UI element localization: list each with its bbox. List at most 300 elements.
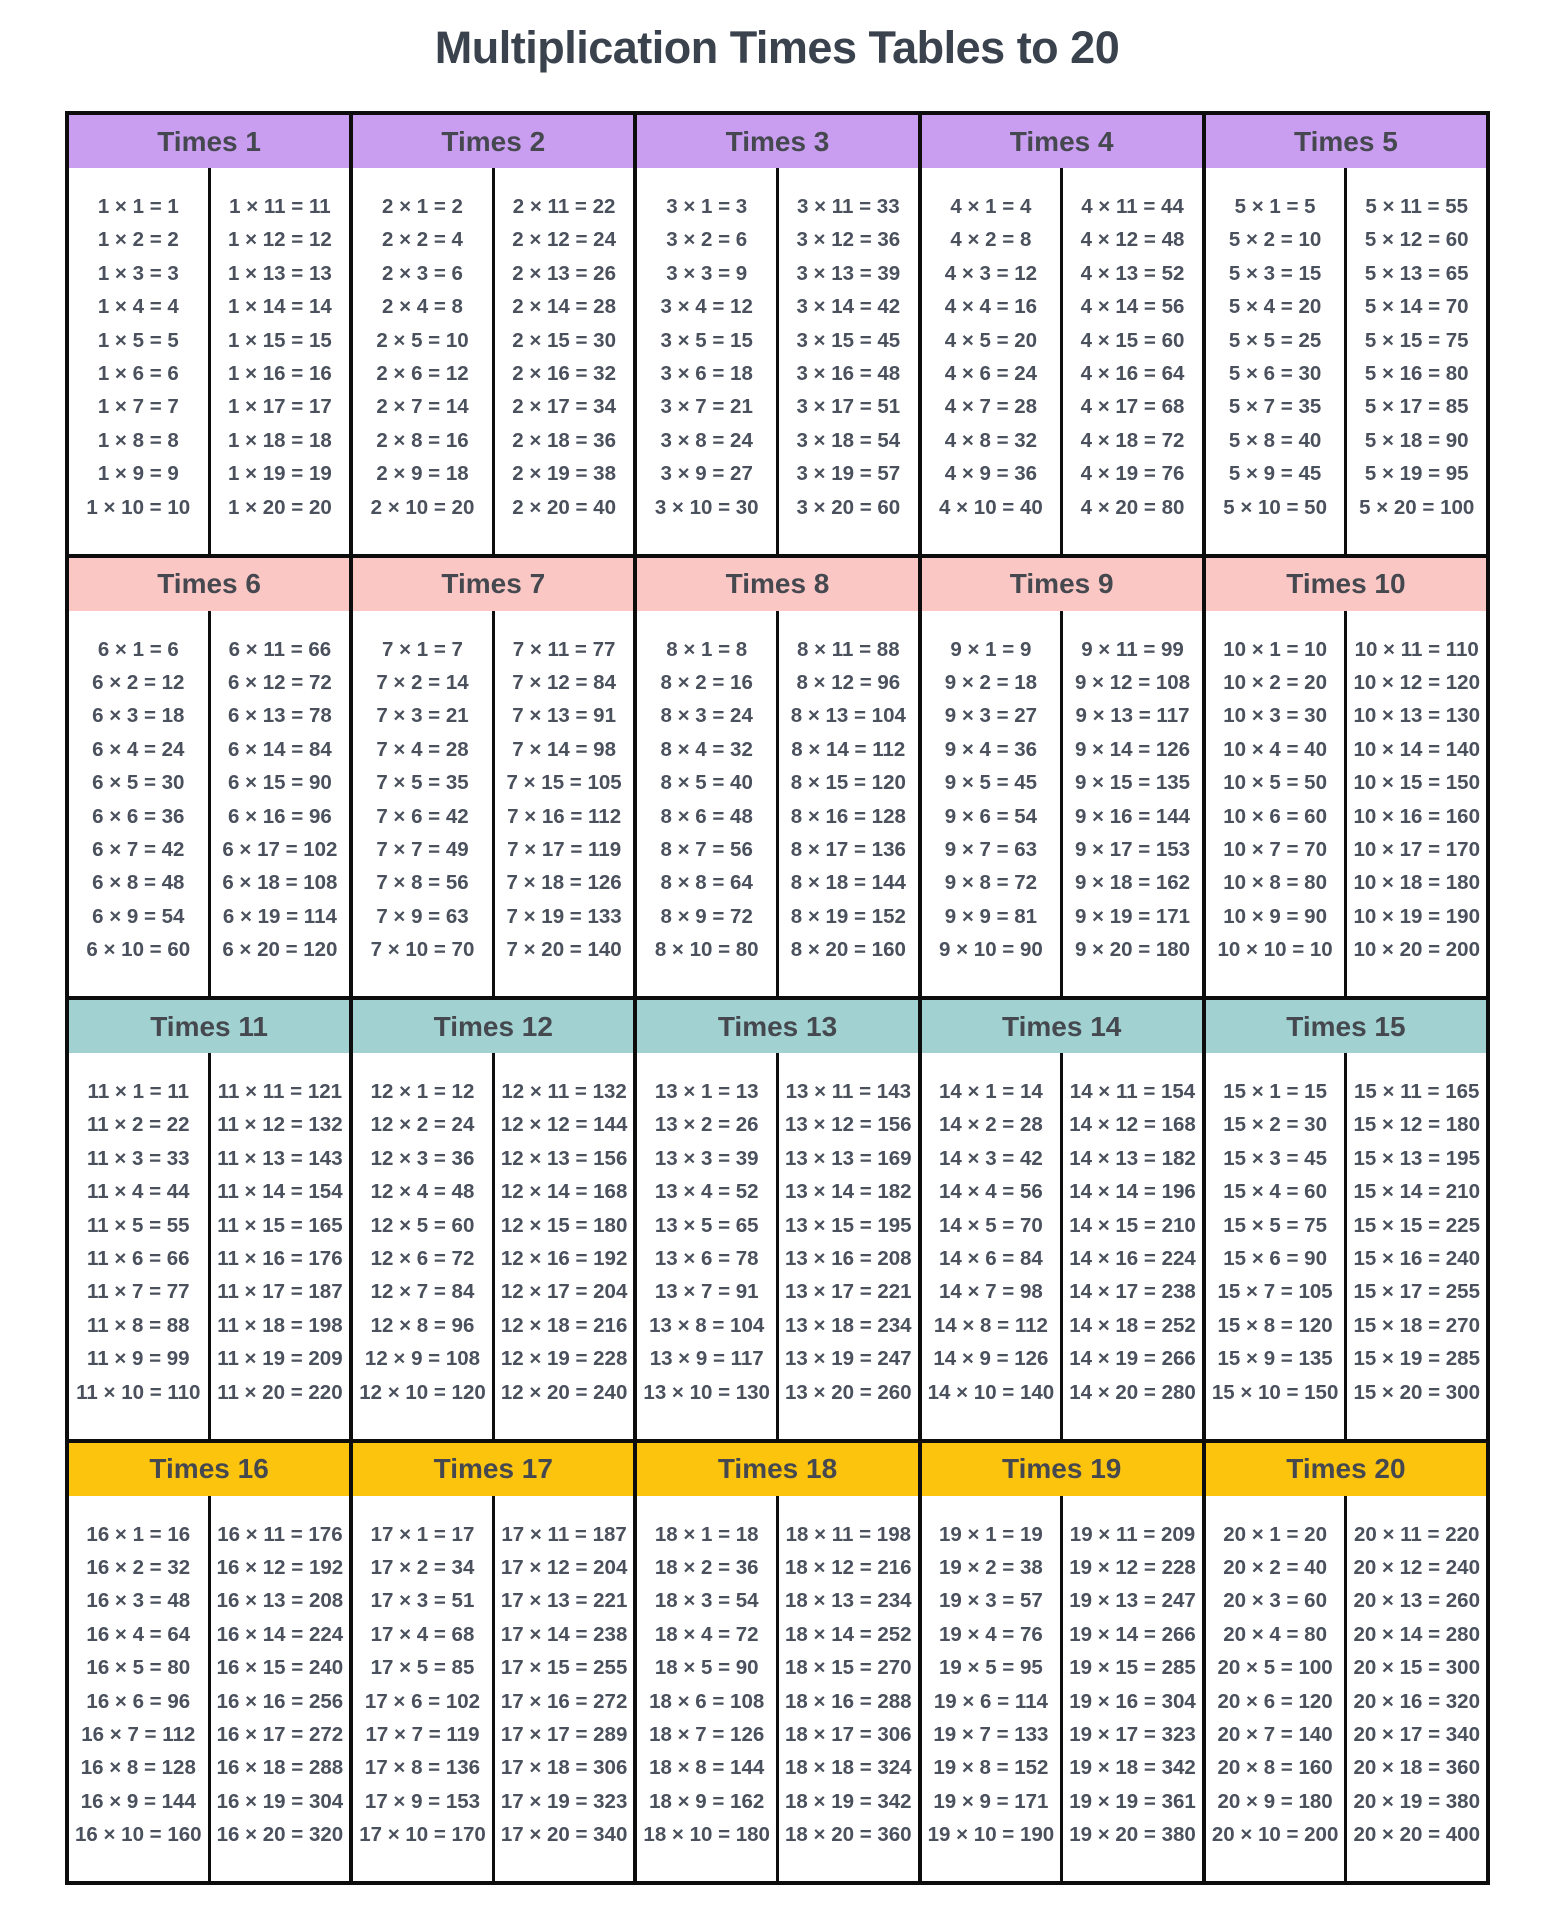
equation: 9 × 7 = 63 xyxy=(944,837,1038,861)
equation: 11 × 4 = 44 xyxy=(86,1180,190,1204)
equation: 12 × 7 = 84 xyxy=(370,1280,475,1304)
equation: 20 × 5 = 100 xyxy=(1217,1656,1333,1680)
equation: 4 × 9 = 36 xyxy=(944,462,1038,486)
table-header: Times 10 xyxy=(1206,558,1486,611)
equation: 4 × 17 = 68 xyxy=(1080,395,1185,419)
equations-column-left xyxy=(1206,168,1345,554)
equation: 5 × 6 = 30 xyxy=(1228,362,1322,386)
equation: 14 × 12 = 168 xyxy=(1069,1113,1196,1137)
equation: 5 × 15 = 75 xyxy=(1364,328,1469,352)
equation: 7 × 9 = 63 xyxy=(376,904,469,928)
equation: 1 × 16 = 16 xyxy=(228,362,332,386)
equation: 11 × 18 = 198 xyxy=(217,1313,343,1337)
equation: 17 × 16 = 272 xyxy=(500,1689,628,1713)
equation: 20 × 16 = 320 xyxy=(1353,1689,1480,1713)
equation: 12 × 5 = 60 xyxy=(370,1213,475,1237)
table-body xyxy=(637,168,917,554)
table-header: Times 7 xyxy=(353,558,633,611)
equation: 16 × 5 = 80 xyxy=(86,1656,191,1680)
equation: 17 × 3 = 51 xyxy=(370,1589,475,1613)
equation: 15 × 19 = 285 xyxy=(1353,1347,1480,1371)
equation: 7 × 6 = 42 xyxy=(376,804,469,828)
equation: 13 × 16 = 208 xyxy=(785,1247,912,1271)
table-body xyxy=(1206,611,1486,997)
equation: 20 × 1 = 20 xyxy=(1223,1522,1327,1546)
equation: 9 × 3 = 27 xyxy=(944,704,1038,728)
equation: 3 × 2 = 6 xyxy=(666,228,748,252)
equation: 10 × 5 = 50 xyxy=(1223,771,1327,795)
equation: 5 × 1 = 5 xyxy=(1234,195,1316,218)
equation: 17 × 2 = 34 xyxy=(370,1555,475,1579)
equation: 15 × 10 = 150 xyxy=(1211,1380,1339,1404)
equation: 11 × 2 = 22 xyxy=(86,1113,190,1137)
equations-column-right xyxy=(492,1053,634,1439)
equation: 17 × 13 = 221 xyxy=(500,1589,628,1613)
equation: 11 × 20 = 220 xyxy=(217,1380,343,1404)
equation: 8 × 14 = 112 xyxy=(791,737,906,761)
equation: 1 × 7 = 7 xyxy=(97,395,179,419)
equation: 9 × 20 = 180 xyxy=(1074,938,1191,962)
times-table-block-6 xyxy=(69,558,349,997)
equations-column-left xyxy=(1206,1053,1345,1439)
equation: 17 × 12 = 204 xyxy=(500,1555,628,1579)
equation: 16 × 20 = 320 xyxy=(216,1823,344,1847)
equation: 9 × 15 = 135 xyxy=(1074,771,1191,795)
equation: 9 × 4 = 36 xyxy=(944,737,1038,761)
equation: 16 × 17 = 272 xyxy=(216,1722,344,1746)
equation: 18 × 2 = 36 xyxy=(654,1555,759,1579)
equations-column-left xyxy=(637,168,776,554)
equation: 2 × 11 = 22 xyxy=(512,195,616,218)
equation: 6 × 12 = 72 xyxy=(228,670,332,694)
equation: 3 × 3 = 9 xyxy=(666,261,748,285)
equation: 19 × 1 = 19 xyxy=(939,1522,1043,1546)
equation: 14 × 10 = 140 xyxy=(927,1380,1055,1404)
equations-column-right xyxy=(208,168,350,554)
table-body xyxy=(637,1053,917,1439)
equation: 5 × 11 = 55 xyxy=(1365,195,1469,218)
equation: 1 × 8 = 8 xyxy=(97,428,179,452)
times-table-block-11 xyxy=(69,1000,349,1439)
equation: 5 × 10 = 50 xyxy=(1223,495,1327,519)
equation: 9 × 13 = 117 xyxy=(1075,704,1190,728)
equation: 4 × 5 = 20 xyxy=(944,328,1038,352)
equation: 13 × 5 = 65 xyxy=(654,1213,759,1237)
equation: 3 × 18 = 54 xyxy=(796,428,901,452)
equation: 15 × 7 = 105 xyxy=(1217,1280,1333,1304)
equation: 5 × 4 = 20 xyxy=(1228,295,1322,319)
equation: 1 × 12 = 12 xyxy=(228,228,332,252)
equation: 10 × 14 = 140 xyxy=(1353,737,1480,761)
equation: 20 × 12 = 240 xyxy=(1353,1555,1480,1579)
equation: 10 × 12 = 120 xyxy=(1353,670,1480,694)
equation: 3 × 16 = 48 xyxy=(796,362,901,386)
equation: 1 × 15 = 15 xyxy=(228,328,332,352)
table-body xyxy=(353,1053,633,1439)
equation: 12 × 14 = 168 xyxy=(500,1180,628,1204)
equation: 1 × 10 = 10 xyxy=(86,495,191,519)
equation: 14 × 5 = 70 xyxy=(939,1213,1043,1237)
equation: 4 × 6 = 24 xyxy=(944,362,1038,386)
equation: 1 × 13 = 13 xyxy=(228,261,332,285)
equation: 14 × 4 = 56 xyxy=(939,1180,1043,1204)
equation: 7 × 16 = 112 xyxy=(507,804,622,828)
equation: 20 × 2 = 40 xyxy=(1223,1555,1327,1579)
equation: 5 × 13 = 65 xyxy=(1364,261,1469,285)
equation: 6 × 14 = 84 xyxy=(228,737,332,761)
equation: 6 × 4 = 24 xyxy=(92,737,185,761)
equations-column-left xyxy=(1206,611,1345,997)
equation: 2 × 8 = 16 xyxy=(376,428,469,452)
equation: 11 × 1 = 11 xyxy=(87,1080,190,1103)
times-table-block-10 xyxy=(1206,558,1486,997)
times-table-block-13 xyxy=(637,1000,917,1439)
times-table-block-7 xyxy=(353,558,633,997)
equation: 12 × 16 = 192 xyxy=(500,1247,628,1271)
equation: 6 × 11 = 66 xyxy=(228,637,332,661)
equation: 19 × 19 = 361 xyxy=(1069,1789,1196,1813)
equation: 14 × 8 = 112 xyxy=(933,1313,1048,1337)
equation: 19 × 9 = 171 xyxy=(933,1789,1049,1813)
equation: 1 × 17 = 17 xyxy=(228,395,332,419)
equation: 8 × 6 = 48 xyxy=(660,804,753,828)
equation: 10 × 6 = 60 xyxy=(1223,804,1327,828)
equation: 13 × 9 = 117 xyxy=(649,1347,764,1371)
equation: 2 × 2 = 4 xyxy=(382,228,463,252)
equation: 15 × 4 = 60 xyxy=(1223,1180,1327,1204)
equation: 4 × 4 = 16 xyxy=(944,295,1038,319)
equation: 8 × 1 = 8 xyxy=(666,637,748,661)
table-header: Times 3 xyxy=(637,115,917,168)
equations-column-left xyxy=(69,168,208,554)
equation: 18 × 20 = 360 xyxy=(785,1823,912,1847)
equation: 2 × 12 = 24 xyxy=(512,228,616,252)
equation: 1 × 20 = 20 xyxy=(228,495,332,519)
equations-column-right xyxy=(1060,611,1202,997)
equation: 18 × 16 = 288 xyxy=(785,1689,912,1713)
equations-column-right xyxy=(208,1496,350,1882)
equation: 11 × 16 = 176 xyxy=(217,1247,343,1271)
equation: 9 × 6 = 54 xyxy=(944,804,1038,828)
equation: 8 × 17 = 136 xyxy=(790,837,906,861)
equation: 20 × 9 = 180 xyxy=(1217,1789,1333,1813)
equation: 13 × 19 = 247 xyxy=(785,1347,912,1371)
equation: 20 × 7 = 140 xyxy=(1217,1722,1333,1746)
equation: 14 × 3 = 42 xyxy=(939,1146,1043,1170)
equation: 17 × 1 = 17 xyxy=(370,1522,475,1546)
equation: 7 × 4 = 28 xyxy=(376,737,469,761)
equation: 7 × 11 = 77 xyxy=(512,637,616,661)
equation: 3 × 8 = 24 xyxy=(660,428,753,452)
equation: 8 × 9 = 72 xyxy=(660,904,753,928)
equation: 14 × 18 = 252 xyxy=(1069,1313,1196,1337)
equation: 17 × 8 = 136 xyxy=(364,1756,481,1780)
equation: 3 × 11 = 33 xyxy=(797,195,900,218)
equation: 2 × 10 = 20 xyxy=(370,495,475,519)
table-body xyxy=(353,168,633,554)
equation: 20 × 3 = 60 xyxy=(1223,1589,1327,1613)
equation: 2 × 20 = 40 xyxy=(512,495,616,519)
equation: 19 × 18 = 342 xyxy=(1069,1756,1196,1780)
equations-column-right xyxy=(208,1053,350,1439)
equations-column-left xyxy=(353,611,492,997)
equation: 2 × 3 = 6 xyxy=(382,261,463,285)
equation: 3 × 10 = 30 xyxy=(654,495,759,519)
equation: 19 × 5 = 95 xyxy=(939,1656,1043,1680)
equation: 11 × 14 = 154 xyxy=(217,1180,343,1204)
equations-column-right xyxy=(1344,168,1486,554)
times-table-block-1 xyxy=(69,115,349,554)
equation: 8 × 18 = 144 xyxy=(790,871,906,895)
equation: 14 × 2 = 28 xyxy=(939,1113,1043,1137)
equation: 12 × 10 = 120 xyxy=(359,1380,486,1404)
equation: 8 × 15 = 120 xyxy=(790,771,906,795)
equation: 16 × 9 = 144 xyxy=(80,1789,196,1813)
equation: 15 × 9 = 135 xyxy=(1217,1347,1333,1371)
equation: 14 × 7 = 98 xyxy=(939,1280,1043,1304)
equation: 17 × 7 = 119 xyxy=(365,1722,480,1746)
equation: 6 × 3 = 18 xyxy=(92,704,185,728)
times-table-block-20 xyxy=(1206,1443,1486,1882)
equation: 6 × 20 = 120 xyxy=(222,938,338,962)
times-table-block-12 xyxy=(353,1000,633,1439)
equation: 13 × 20 = 260 xyxy=(785,1380,912,1404)
table-body xyxy=(637,611,917,997)
equation: 9 × 2 = 18 xyxy=(944,670,1038,694)
equations-column-left xyxy=(69,1496,208,1882)
equation: 9 × 9 = 81 xyxy=(944,904,1038,928)
equation: 10 × 7 = 70 xyxy=(1223,837,1327,861)
equation: 15 × 8 = 120 xyxy=(1217,1313,1333,1337)
equation: 14 × 20 = 280 xyxy=(1069,1380,1196,1404)
equation: 16 × 12 = 192 xyxy=(216,1555,344,1579)
equation: 20 × 4 = 80 xyxy=(1223,1622,1327,1646)
equation: 1 × 3 = 3 xyxy=(97,261,179,285)
equation: 11 × 9 = 99 xyxy=(86,1347,190,1371)
equation: 19 × 16 = 304 xyxy=(1069,1689,1196,1713)
equation: 2 × 16 = 32 xyxy=(512,362,616,386)
equation: 2 × 14 = 28 xyxy=(512,295,616,319)
equations-column-right xyxy=(1344,611,1486,997)
times-table-block-18 xyxy=(637,1443,917,1882)
equation: 10 × 19 = 190 xyxy=(1353,904,1480,928)
equation: 6 × 17 = 102 xyxy=(222,837,338,861)
equation: 9 × 8 = 72 xyxy=(944,871,1038,895)
equation: 20 × 14 = 280 xyxy=(1353,1622,1480,1646)
equation: 10 × 8 = 80 xyxy=(1223,871,1327,895)
equations-column-right xyxy=(776,1053,918,1439)
times-table-block-8 xyxy=(637,558,917,997)
equation: 10 × 16 = 160 xyxy=(1353,804,1480,828)
equation: 5 × 16 = 80 xyxy=(1364,362,1469,386)
table-header: Times 12 xyxy=(353,1000,633,1053)
equation: 13 × 13 = 169 xyxy=(785,1146,912,1170)
table-header: Times 18 xyxy=(637,1443,917,1496)
equation: 4 × 19 = 76 xyxy=(1080,462,1185,486)
equation: 10 × 2 = 20 xyxy=(1223,670,1327,694)
equation: 13 × 10 = 130 xyxy=(643,1380,770,1404)
equation: 7 × 13 = 91 xyxy=(512,704,616,728)
equation: 17 × 20 = 340 xyxy=(500,1823,628,1847)
equation: 1 × 11 = 11 xyxy=(229,195,331,218)
equations-column-left xyxy=(922,611,1061,997)
equation: 19 × 2 = 38 xyxy=(939,1555,1043,1579)
equation: 6 × 2 = 12 xyxy=(92,670,185,694)
equation: 15 × 11 = 165 xyxy=(1354,1080,1480,1103)
equation: 5 × 19 = 95 xyxy=(1364,462,1469,486)
equation: 12 × 6 = 72 xyxy=(370,1247,475,1271)
equations-column-left xyxy=(69,611,208,997)
equation: 8 × 19 = 152 xyxy=(790,904,906,928)
equations-column-left xyxy=(922,1496,1061,1882)
equation: 17 × 19 = 323 xyxy=(500,1789,628,1813)
equation: 5 × 12 = 60 xyxy=(1364,228,1469,252)
equation: 19 × 15 = 285 xyxy=(1069,1656,1196,1680)
equation: 20 × 20 = 400 xyxy=(1353,1823,1480,1847)
equation: 15 × 5 = 75 xyxy=(1223,1213,1327,1237)
table-body xyxy=(922,1496,1202,1882)
equation: 10 × 17 = 170 xyxy=(1353,837,1480,861)
equation: 10 × 4 = 40 xyxy=(1223,737,1327,761)
equation: 19 × 10 = 190 xyxy=(927,1823,1055,1847)
equation: 20 × 15 = 300 xyxy=(1353,1656,1480,1680)
equation: 3 × 14 = 42 xyxy=(796,295,901,319)
equation: 11 × 3 = 33 xyxy=(86,1146,190,1170)
times-table-block-9 xyxy=(922,558,1202,997)
equation: 19 × 6 = 114 xyxy=(933,1689,1048,1713)
equation: 3 × 4 = 12 xyxy=(660,295,753,319)
equation: 5 × 9 = 45 xyxy=(1228,462,1322,486)
times-table-block-17 xyxy=(353,1443,633,1882)
equation: 7 × 2 = 14 xyxy=(376,670,469,694)
equation: 4 × 14 = 56 xyxy=(1080,295,1185,319)
table-header: Times 9 xyxy=(922,558,1202,611)
equation: 18 × 15 = 270 xyxy=(785,1656,912,1680)
equation: 17 × 11 = 187 xyxy=(501,1522,627,1546)
equation: 4 × 16 = 64 xyxy=(1080,362,1185,386)
equation: 2 × 4 = 8 xyxy=(382,295,463,319)
equation: 14 × 15 = 210 xyxy=(1069,1213,1196,1237)
equations-column-right xyxy=(1060,168,1202,554)
equations-column-right xyxy=(1344,1053,1486,1439)
equation: 12 × 9 = 108 xyxy=(364,1347,481,1371)
equation: 7 × 7 = 49 xyxy=(376,837,469,861)
times-table-block-2 xyxy=(353,115,633,554)
equation: 9 × 18 = 162 xyxy=(1074,871,1191,895)
equation: 15 × 20 = 300 xyxy=(1353,1380,1480,1404)
equation: 17 × 17 = 289 xyxy=(500,1722,628,1746)
equation: 13 × 3 = 39 xyxy=(654,1146,759,1170)
equation: 11 × 6 = 66 xyxy=(86,1247,190,1271)
equations-column-left xyxy=(637,1496,776,1882)
equation: 1 × 19 = 19 xyxy=(228,462,332,486)
equation: 15 × 13 = 195 xyxy=(1353,1146,1480,1170)
table-body xyxy=(1206,168,1486,554)
table-body xyxy=(1206,1496,1486,1882)
equation: 14 × 1 = 14 xyxy=(939,1080,1043,1103)
equation: 1 × 9 = 9 xyxy=(97,462,179,486)
equation: 7 × 18 = 126 xyxy=(506,871,622,895)
equation: 2 × 13 = 26 xyxy=(512,261,616,285)
equation: 20 × 11 = 220 xyxy=(1354,1522,1480,1546)
equation: 7 × 12 = 84 xyxy=(512,670,616,694)
equation: 8 × 7 = 56 xyxy=(660,837,753,861)
equation: 9 × 16 = 144 xyxy=(1074,804,1191,828)
equation: 6 × 1 = 6 xyxy=(97,637,179,661)
equations-column-right xyxy=(208,611,350,997)
equation: 6 × 19 = 114 xyxy=(222,904,337,928)
equation: 9 × 19 = 171 xyxy=(1074,904,1191,928)
equation: 17 × 5 = 85 xyxy=(370,1656,475,1680)
equation: 2 × 7 = 14 xyxy=(376,395,469,419)
equation: 10 × 13 = 130 xyxy=(1353,704,1480,728)
equation: 1 × 2 = 2 xyxy=(97,228,179,252)
equation: 13 × 7 = 91 xyxy=(654,1280,759,1304)
equation: 3 × 12 = 36 xyxy=(796,228,901,252)
equation: 18 × 1 = 18 xyxy=(654,1522,759,1546)
equation: 19 × 14 = 266 xyxy=(1069,1622,1196,1646)
equation: 16 × 3 = 48 xyxy=(86,1589,191,1613)
table-header: Times 8 xyxy=(637,558,917,611)
equation: 13 × 8 = 104 xyxy=(649,1313,765,1337)
equation: 13 × 15 = 195 xyxy=(785,1213,912,1237)
equation: 9 × 5 = 45 xyxy=(944,771,1038,795)
equation: 4 × 11 = 44 xyxy=(1081,195,1184,218)
table-body xyxy=(922,1053,1202,1439)
equation: 17 × 18 = 306 xyxy=(500,1756,628,1780)
equation: 16 × 2 = 32 xyxy=(86,1555,191,1579)
equation: 7 × 8 = 56 xyxy=(376,871,469,895)
equation: 13 × 4 = 52 xyxy=(654,1180,759,1204)
equation: 14 × 19 = 266 xyxy=(1069,1347,1196,1371)
equation: 18 × 4 = 72 xyxy=(654,1622,759,1646)
equations-column-left xyxy=(922,168,1061,554)
equation: 1 × 5 = 5 xyxy=(97,328,179,352)
equation: 3 × 6 = 18 xyxy=(660,362,753,386)
equation: 13 × 12 = 156 xyxy=(785,1113,912,1137)
equation: 1 × 14 = 14 xyxy=(228,295,332,319)
equation: 3 × 5 = 15 xyxy=(660,328,753,352)
times-table-block-4 xyxy=(922,115,1202,554)
equation: 18 × 19 = 342 xyxy=(785,1789,912,1813)
equation: 2 × 15 = 30 xyxy=(512,328,616,352)
equation: 1 × 6 = 6 xyxy=(97,362,179,386)
equation: 8 × 16 = 128 xyxy=(790,804,906,828)
equation: 19 × 3 = 57 xyxy=(939,1589,1043,1613)
equation: 8 × 3 = 24 xyxy=(660,704,753,728)
equation: 12 × 18 = 216 xyxy=(500,1313,628,1337)
equation: 15 × 6 = 90 xyxy=(1223,1247,1327,1271)
table-body xyxy=(69,611,349,997)
times-table-block-3 xyxy=(637,115,917,554)
equation: 5 × 14 = 70 xyxy=(1364,295,1469,319)
equation: 12 × 19 = 228 xyxy=(500,1347,628,1371)
equation: 10 × 9 = 90 xyxy=(1223,904,1327,928)
equation: 13 × 6 = 78 xyxy=(654,1247,759,1271)
equation: 8 × 4 = 32 xyxy=(660,737,753,761)
table-header: Times 19 xyxy=(922,1443,1202,1496)
equation: 15 × 15 = 225 xyxy=(1353,1213,1480,1237)
equation: 19 × 4 = 76 xyxy=(939,1622,1043,1646)
equation: 12 × 4 = 48 xyxy=(370,1180,475,1204)
table-header: Times 20 xyxy=(1206,1443,1486,1496)
equation: 12 × 12 = 144 xyxy=(500,1113,628,1137)
equation: 16 × 18 = 288 xyxy=(216,1756,344,1780)
equation: 5 × 18 = 90 xyxy=(1364,428,1469,452)
equation: 10 × 3 = 30 xyxy=(1223,704,1327,728)
equation: 8 × 5 = 40 xyxy=(660,771,753,795)
table-body xyxy=(69,1053,349,1439)
